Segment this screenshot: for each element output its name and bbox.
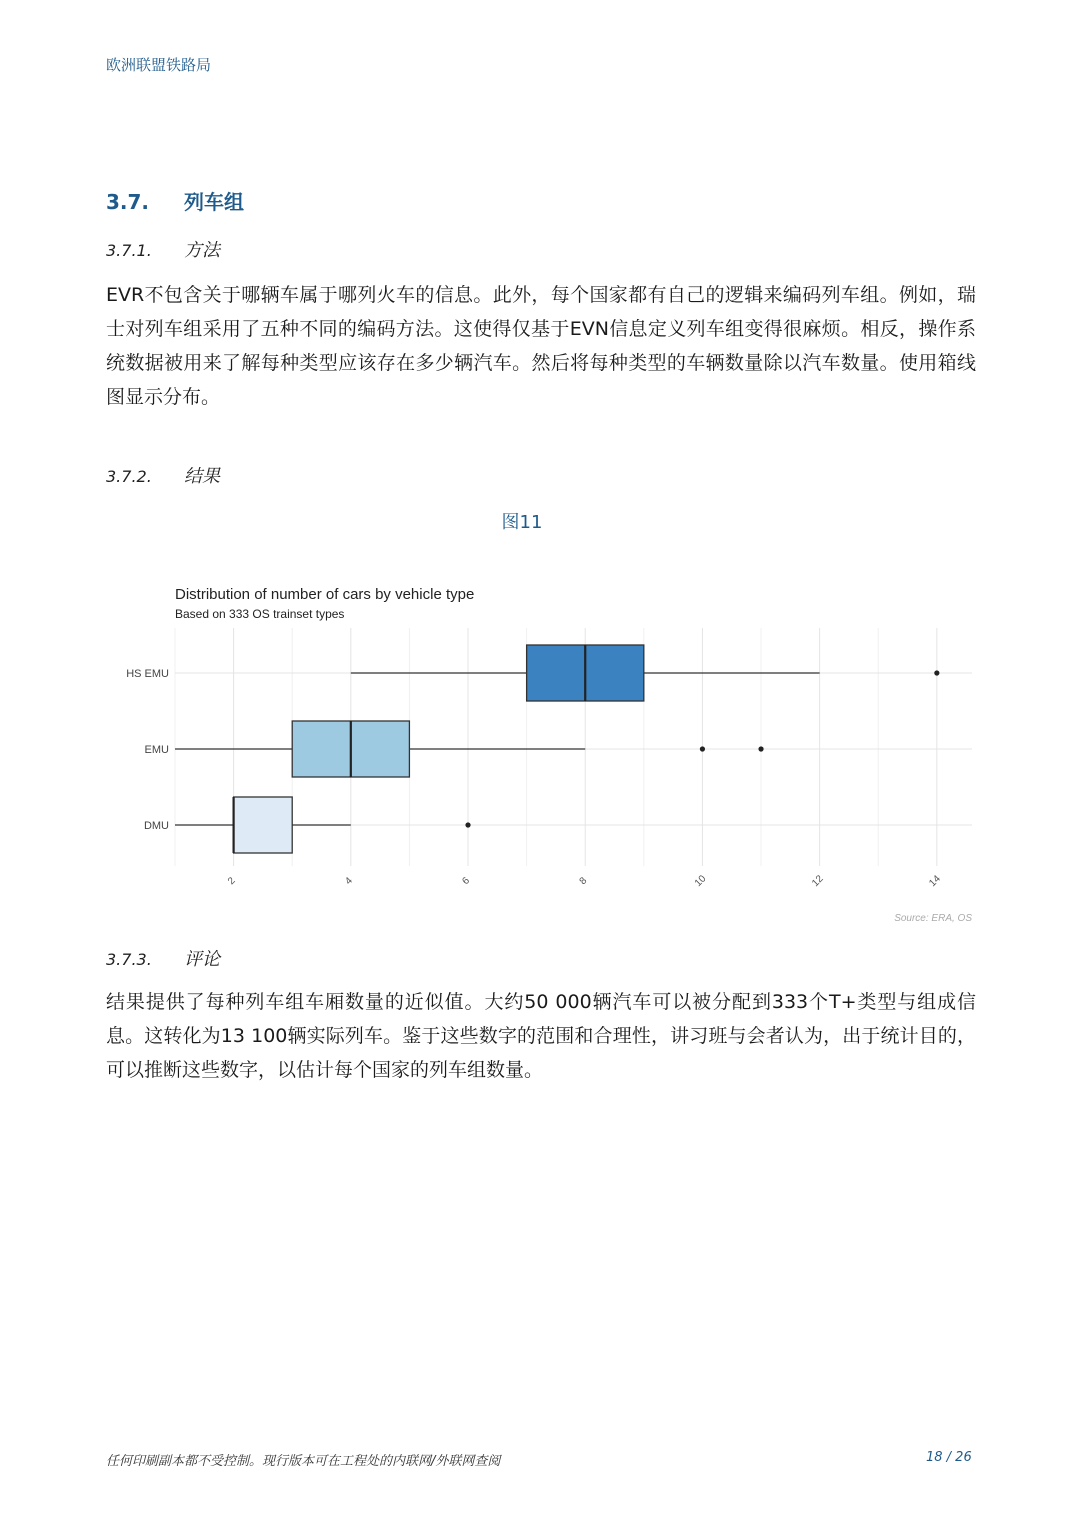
method-number: 3.7.1. bbox=[106, 241, 152, 260]
method-heading bbox=[106, 236, 220, 262]
x-tick-label: 2 bbox=[225, 875, 238, 888]
boxplot-chart bbox=[100, 570, 990, 935]
category-label: EMU bbox=[144, 744, 169, 756]
comments-paragraph: 结果提供了每种列车组车厢数量的近似值。大约50 000辆汽车可以被分配到333个T+类型与组成信息。这转化为13 100辆实际列车。鉴于这些数字的范围和合理性，讲习班与会者认为，出于统计目的，可以推断这些数字，以估计每个国家的列车组数量。 bbox=[106, 991, 976, 1081]
x-tick-label: 12 bbox=[810, 873, 826, 890]
outlier-point bbox=[700, 746, 705, 751]
figure-caption: 图11 bbox=[501, 512, 543, 533]
x-tick-label: 8 bbox=[577, 875, 590, 888]
method-title: 方法 bbox=[184, 240, 220, 261]
section-number: 3.7. bbox=[106, 190, 150, 214]
x-tick-label: 6 bbox=[460, 875, 473, 888]
outlier-point bbox=[465, 822, 470, 827]
header-organization: 欧洲联盟铁路局 bbox=[106, 56, 212, 74]
boxplot-svg bbox=[100, 570, 990, 935]
page-number: 18 / 26 bbox=[926, 1450, 972, 1465]
results-title: 结果 bbox=[184, 466, 220, 487]
category-label: HS EMU bbox=[126, 668, 169, 680]
outlier-point bbox=[758, 746, 763, 751]
outlier-point bbox=[934, 670, 939, 675]
x-tick-label: 4 bbox=[343, 875, 355, 888]
method-paragraph: EVR不包含关于哪辆车属于哪列火车的信息。此外，每个国家都有自己的逻辑来编码列车组。例如，瑞士对列车组采用了五种不同的编码方法。这使得仅基于EVN信息定义列车组变得很麻烦。相反，操作系统数据被用来了解每种类型应该存在多少辆汽车。然后将每种类型的车辆数量除以汽车数量。使用箱线图显示分布。 bbox=[106, 284, 976, 408]
chart-title: Distribution of number of cars by vehicle type bbox=[175, 586, 475, 603]
section-heading bbox=[106, 186, 244, 215]
footer-disclaimer: 任何印刷副本都不受控制。现行版本可在工程处的内联网/外联网查阅 bbox=[106, 1454, 501, 1469]
comments-heading bbox=[106, 945, 220, 971]
chart-source: Source: ERA, OS bbox=[894, 913, 972, 924]
comments-title: 评论 bbox=[184, 949, 220, 970]
x-tick-label: 10 bbox=[692, 873, 709, 890]
box-iqr bbox=[234, 797, 293, 853]
chart-subtitle: Based on 333 OS trainset types bbox=[175, 607, 345, 621]
results-number: 3.7.2. bbox=[106, 467, 152, 486]
comments-number: 3.7.3. bbox=[106, 950, 152, 969]
results-heading bbox=[106, 462, 220, 488]
section-title: 列车组 bbox=[184, 190, 244, 214]
category-label: DMU bbox=[143, 820, 169, 832]
x-tick-label: 14 bbox=[927, 873, 943, 890]
